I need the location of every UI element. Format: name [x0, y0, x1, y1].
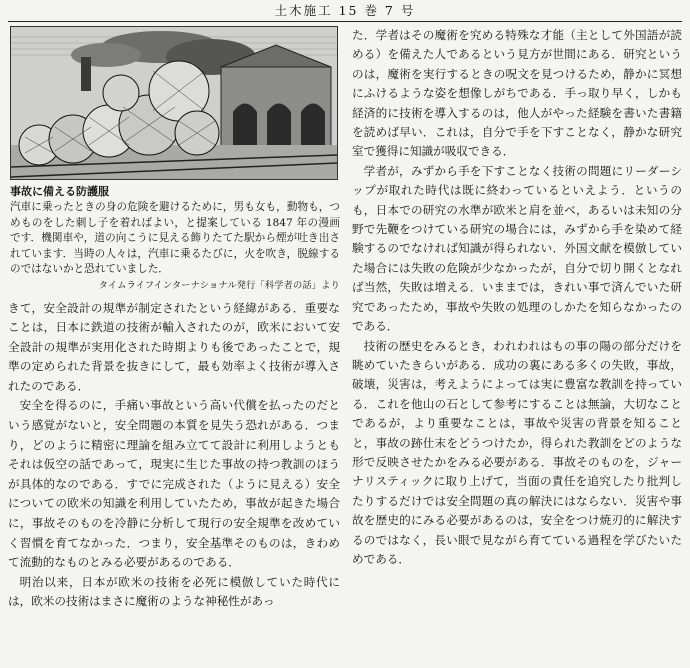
- body-paragraph: 明治以来，日本が欧米の技術を必死に模倣していた時代には，欧米の技術はまさに魔術のような神秘性があっ: [8, 574, 340, 609]
- figure-caption-title: 事故に備える防護服: [10, 185, 109, 198]
- body-paragraph: 安全を得るのに，手痛い事故という高い代償を払ったのだという感覚がないと，安全問題の本質を見失う恐れがある．つまり，どのように精密に理論を組み立てて設計に利用しようともそれは仮空の話であって，現実に生じた事故の持つ教訓のほうが具体的なのである．すでに完成された（ように見える）安全についての欧米の知識を利用していたため，事故が起きた場合に，事故そのものを冷静に分析して現行の安全規準を改めていく習慣を育てなかった．つまり，安全基準そのものは，きわめて流動的なものとみる必要があるのである．: [8, 398, 340, 570]
- figure-caption-body: 汽車に乗ったときの身の危険を避けるために，男も女も，動物も，つめものをした刺し子を着ればよい，と提案している 1847 年の漫画です．機関車や，道の向こうに見える飾りたてた駅から煙が吐き出されています．当時の人々は，汽車に乗るたびに，火を吹き，脱線するのではないかと恐れていました．: [10, 201, 340, 275]
- engraving-illustration: [11, 27, 337, 179]
- left-column: [8, 26, 340, 612]
- page-header: 土木施工 15 巻 7 号: [274, 3, 416, 18]
- body-paragraph: きて，安全設計の規準が制定されたという経緯がある．重要なことは，日本に鉄道の技術が輸入されたのが，欧米において安全設計の規準が実用化された時期よりも後であったことで，規準の定められた背景を抜きにして，最も効率よく技術が導入されたのである．: [8, 300, 340, 393]
- illustration-protective-suits: [10, 26, 338, 180]
- header-rule: [8, 21, 682, 22]
- body-paragraph: 学者が，みずから手を下すことなく技術の問題にリーダーシップが取れた時代は既に終わっているといえよう．というのも，日本での研究の水準が欧米と肩を並べ，あるいは未知の分野で先鞭をつけている研究の場合には，みずから手を染めて経験するのでなければ知識が得られない．外国文献を模倣していた場合には失敗の危険が少なかったが，自分で切り開くとなれば当然，失敗は増える．いままでは，きれい事で済んでいた研究であったため，事故や失敗の処理のしかたを知らなかったのである．: [352, 163, 682, 334]
- right-column: [352, 26, 682, 569]
- body-paragraph: た．学者はその魔術を究める特殊な才能（主として外国語が読める）を備えた人であるという見方が世間にある．研究というのは，魔術を実行するときの呪文を見つけるため，静かに冥想にふけるような姿を想像しがちである．手っ取り早く，しかも経済的に技術を導入するのは，他人がやった経験を書いた書籍を読めば早い．これは，自分で手を下すことなく，静かな研究室で獲得に知識が吸収できる．: [352, 28, 682, 159]
- figure-credit: タイムライフインターナショナル発行「科学者の話」より: [98, 279, 340, 291]
- body-paragraph: 技術の歴史をみるとき，われわれはもの事の陽の部分だけを眺めていたきらいがある．成功の裏にある多くの失敗，事故，破壊，災害は，考えようによっては実に豊富な教訓を持っている．これを他山の石として参考にすることは無論，大切なことであるが，より重要なことは，事故や災害の背景を知ることと，事故の跡仕末をどうつけたか，得られた教訓をどのような形で反映させたかをみる必要がある．事故そのものを，ジャーナリスティックに取り上げて，当面の責任を追究したり批判したりするだけでは安全問題の真の解決にはならない．災害や事故を歴史的にみる必要があるのは，安全をつけ焼刃的に解決するのではなく，長い眼で見ながら育てている過程を学びたいためである．: [352, 338, 682, 566]
